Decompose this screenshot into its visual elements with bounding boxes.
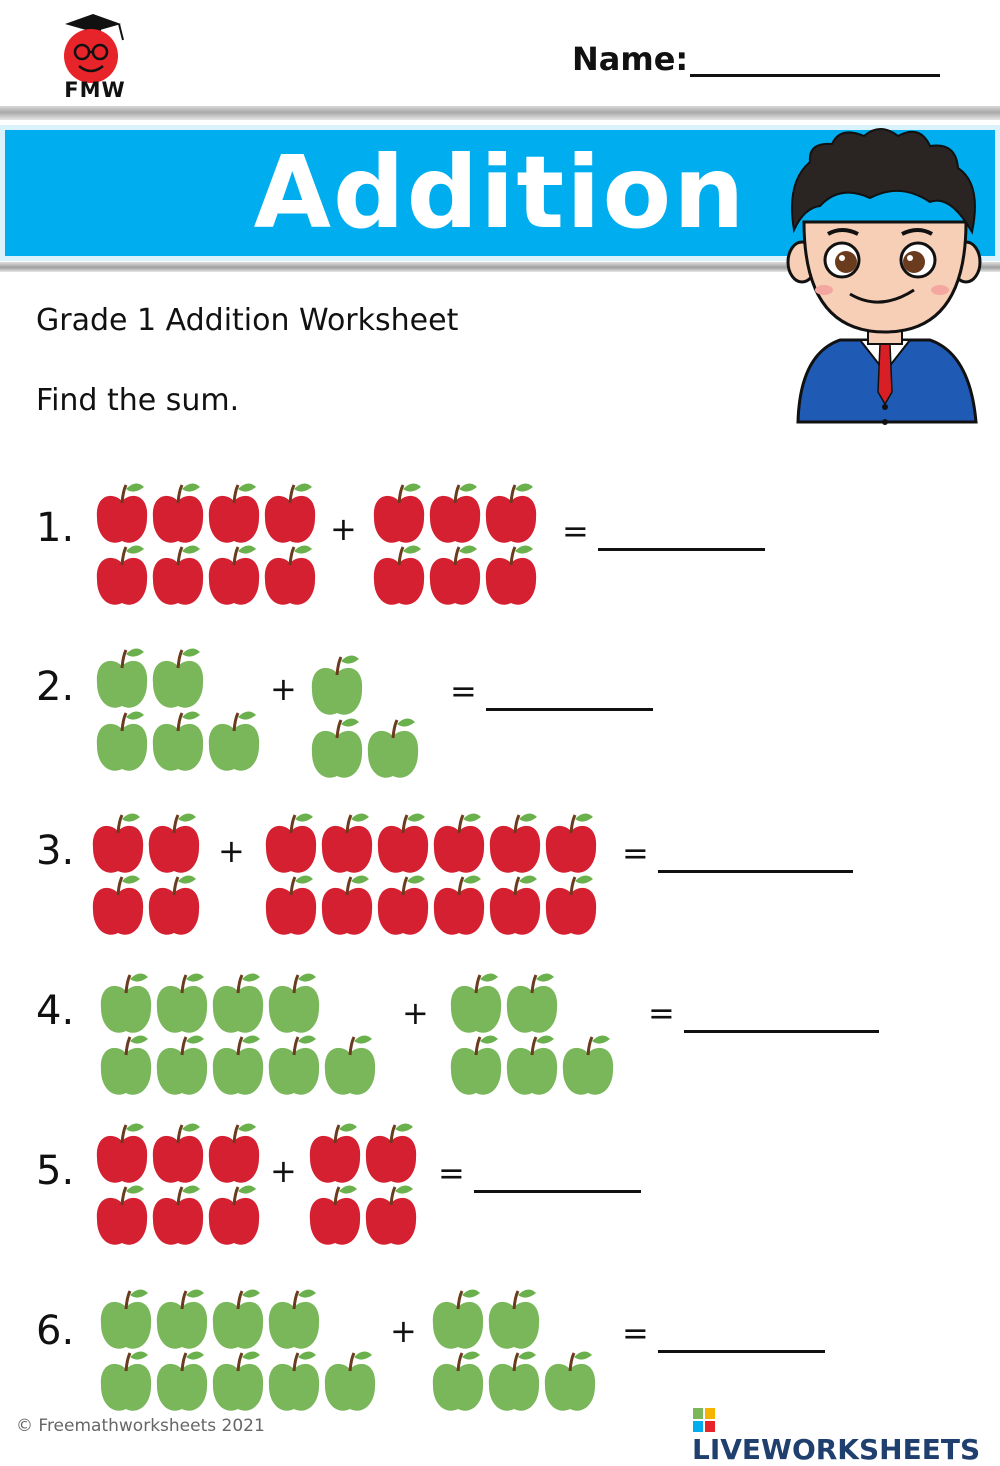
apple-icon xyxy=(269,1035,319,1094)
answer-blank[interactable] xyxy=(598,548,765,551)
apple-icon xyxy=(489,1289,539,1348)
apple-icon xyxy=(507,973,557,1032)
apple-icon xyxy=(93,813,143,872)
apple-icon xyxy=(101,1035,151,1094)
apple-icon xyxy=(209,711,259,770)
apple-icon xyxy=(486,483,536,542)
answer-blank[interactable] xyxy=(658,870,853,873)
apple-icon xyxy=(265,483,315,542)
liveworksheets-brand[interactable] xyxy=(692,1407,1000,1466)
copyright-text: © Freemathworksheets 2021 xyxy=(16,1416,265,1436)
apple-icon xyxy=(545,1351,595,1410)
apple-icon xyxy=(366,1123,416,1182)
apple-icon xyxy=(563,1035,613,1094)
apple-icon xyxy=(97,1185,147,1244)
apple-icon xyxy=(368,718,418,777)
equals-sign: = xyxy=(622,834,649,872)
apple-icon xyxy=(451,973,501,1032)
apple-icon xyxy=(507,1035,557,1094)
apple-icon xyxy=(546,875,596,934)
apple-icon xyxy=(486,545,536,604)
equals-sign: = xyxy=(648,994,675,1032)
apple-icon xyxy=(310,1123,360,1182)
logo-text: FMW xyxy=(64,78,126,102)
apple-icon xyxy=(312,718,362,777)
apple-icon xyxy=(93,875,143,934)
apple-icon xyxy=(209,1123,259,1182)
apple-icon xyxy=(325,1035,375,1094)
problem-number: 2. xyxy=(36,664,75,710)
apple-icon xyxy=(153,545,203,604)
apple-icon xyxy=(209,1185,259,1244)
apple-icon xyxy=(312,655,362,714)
problem-number: 3. xyxy=(36,828,75,874)
apple-icon xyxy=(434,813,484,872)
equals-sign: = xyxy=(562,512,589,550)
apple-icon xyxy=(209,545,259,604)
plus-sign: + xyxy=(402,994,429,1032)
apple-icon xyxy=(213,1351,263,1410)
apple-icon xyxy=(490,813,540,872)
apple-icon xyxy=(97,1123,147,1182)
answer-blank[interactable] xyxy=(658,1350,825,1353)
plus-sign: + xyxy=(270,670,297,708)
problem-number: 6. xyxy=(36,1308,75,1354)
apple-icon xyxy=(490,875,540,934)
apple-icon xyxy=(546,813,596,872)
apple-icon xyxy=(265,545,315,604)
apple-icon xyxy=(153,1123,203,1182)
apple-icon xyxy=(374,545,424,604)
problem-number: 4. xyxy=(36,988,75,1034)
apple-icon xyxy=(266,813,316,872)
apple-icon xyxy=(430,545,480,604)
apple-icon xyxy=(97,483,147,542)
name-label: Name: xyxy=(572,40,689,78)
apple-icon xyxy=(322,813,372,872)
apple-icon xyxy=(153,1185,203,1244)
plus-sign: + xyxy=(330,510,357,548)
answer-blank[interactable] xyxy=(474,1190,641,1193)
apple-icon xyxy=(157,1035,207,1094)
apple-icon xyxy=(157,1351,207,1410)
instruction-text: Find the sum. xyxy=(36,383,240,418)
boy-character-icon xyxy=(780,122,990,442)
apple-icon xyxy=(366,1185,416,1244)
apple-icon xyxy=(153,483,203,542)
apple-icon xyxy=(489,1351,539,1410)
apple-icon xyxy=(433,1289,483,1348)
problem-number: 5. xyxy=(36,1148,75,1194)
answer-blank[interactable] xyxy=(684,1030,879,1033)
apple-icon xyxy=(213,1035,263,1094)
apple-icon xyxy=(101,1289,151,1348)
apple-icon xyxy=(213,973,263,1032)
apple-icon xyxy=(157,973,207,1032)
apple-icon xyxy=(322,875,372,934)
worksheet-subtitle: Grade 1 Addition Worksheet xyxy=(36,303,459,338)
apple-icon xyxy=(149,813,199,872)
apple-icon xyxy=(433,1351,483,1410)
apple-icon xyxy=(269,973,319,1032)
apple-icon xyxy=(149,875,199,934)
apple-icon xyxy=(325,1351,375,1410)
equals-sign: = xyxy=(438,1154,465,1192)
apple-icon xyxy=(430,483,480,542)
brand-text: LIVEWORKSHEETS xyxy=(692,1433,981,1466)
apple-icon xyxy=(378,875,428,934)
apple-icon xyxy=(378,813,428,872)
apple-icon xyxy=(213,1289,263,1348)
plus-sign: + xyxy=(270,1152,297,1190)
apple-icon xyxy=(101,1351,151,1410)
plus-sign: + xyxy=(218,832,245,870)
apple-icon xyxy=(209,483,259,542)
apple-icon xyxy=(269,1351,319,1410)
apple-icon xyxy=(310,1185,360,1244)
apple-icon xyxy=(97,545,147,604)
apple-icon xyxy=(374,483,424,542)
answer-blank[interactable] xyxy=(486,708,653,711)
worksheet-title: Addition xyxy=(253,134,747,251)
apple-icon xyxy=(97,648,147,707)
apple-icon xyxy=(269,1289,319,1348)
apple-icon xyxy=(157,1289,207,1348)
apple-icon xyxy=(266,875,316,934)
apple-icon xyxy=(153,711,203,770)
apple-icon xyxy=(153,648,203,707)
equals-sign: = xyxy=(450,672,477,710)
equals-sign: = xyxy=(622,1314,649,1352)
apple-icon xyxy=(97,711,147,770)
name-input-line[interactable] xyxy=(690,74,940,77)
problem-number: 1. xyxy=(36,505,75,551)
top-divider xyxy=(0,106,1000,120)
apple-icon xyxy=(451,1035,501,1094)
plus-sign: + xyxy=(390,1312,417,1350)
liveworksheets-logo-icon xyxy=(692,1407,716,1433)
apple-icon xyxy=(101,973,151,1032)
apple-icon xyxy=(434,875,484,934)
